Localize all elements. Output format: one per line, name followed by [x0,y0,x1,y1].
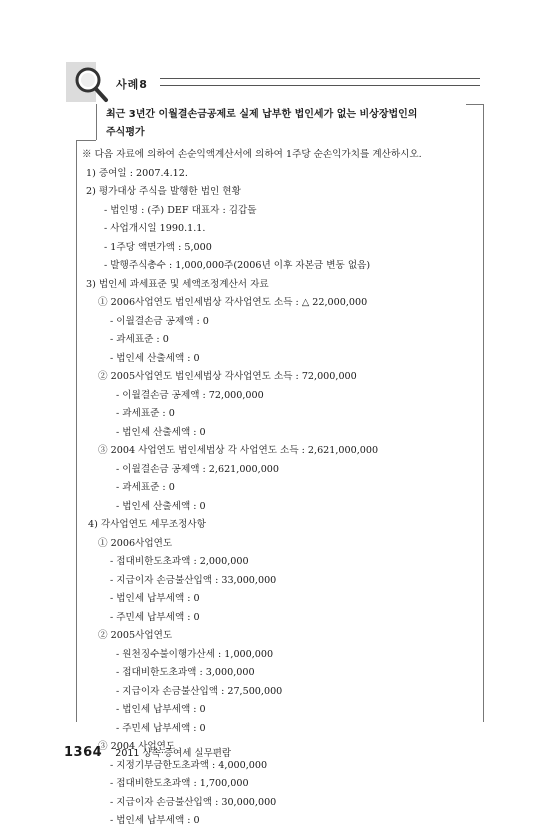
content-line: - 지급이자 손금불산입액 : 33,000,000 [110,574,277,586]
content-line: - 법인세 산출세액 : 0 [116,426,206,438]
header-rule [160,78,480,86]
content-line: ② 2005사업연도 법인세법상 각사업연도 소득 : 72,000,000 [98,371,357,382]
frame-line [466,104,484,105]
content-line: - 지급이자 손금불산입액 : 30,000,000 [110,796,277,808]
content-line: - 과세표준 : 0 [116,408,175,419]
content-line: - 주민세 납부세액 : 0 [110,611,200,623]
content-line: ① 2006사업연도 법인세법상 각사업연도 소득 : △ 22,000,000 [98,297,368,308]
frame-line [76,140,77,722]
content-line: - 사업개시일 1990.1.1. [104,223,206,234]
content-line: 4) 각사업연도 세무조정사항 [88,519,206,530]
content-line: - 법인명 : (주) DEF 대표자 : 김갑돌 [104,204,257,216]
frame-line [483,104,484,722]
content-line: 2) 평가대상 주식을 발행한 법인 현황 [86,186,241,197]
case-title [106,106,476,142]
case-title-line: 주식평가 [106,127,145,138]
content-line: - 접대비한도초과액 : 1,700,000 [110,778,249,789]
page-footer [64,741,232,760]
magnifier-icon [66,62,112,106]
content-line: ③ 2004 사업연도 [98,741,176,752]
content-line: - 원천징수불이행가산세 : 1,000,000 [116,648,274,660]
content-line: - 주민세 납부세액 : 0 [116,722,206,734]
content-line: - 접대비한도초과액 : 3,000,000 [116,667,255,678]
content-line: - 접대비한도초과액 : 2,000,000 [110,556,249,567]
frame-line [96,104,97,140]
case-title-line: 최근 3년간 이월결손금공제로 실제 납부한 법인세가 없는 비상장법인의 [106,109,418,120]
content-line: - 법인세 납부세액 : 0 [110,593,200,604]
content-line: - 법인세 산출세액 : 0 [116,500,206,512]
case-content [82,146,480,831]
content-line: - 이월결손금 공제액 : 72,000,000 [116,389,264,401]
content-line: - 이월결손금 공제액 : 0 [110,315,209,327]
page-number: 1364 [64,745,103,760]
content-line: - 1주당 액면가액 : 5,000 [104,241,212,253]
content-line: - 법인세 납부세액 : 0 [110,815,200,826]
case-header [66,62,486,102]
content-line: ※ 다음 자료에 의하여 손순익액계산서에 의하여 1주당 순손익가치를 계산하시오. [82,149,422,160]
content-line: - 지정기부금한도초과액 : 4,000,000 [110,759,268,771]
content-line: ② 2005사업연도 [98,630,173,641]
content-line: ① 2006사업연도 [98,537,173,549]
content-line: 3) 법인세 과세표준 및 세액조정계산서 자료 [86,278,269,290]
content-line: - 이월결손금 공제액 : 2,621,000,000 [116,463,279,475]
content-line: - 법인세 납부세액 : 0 [116,704,206,715]
frame-line [76,140,96,141]
content-line: - 과세표준 : 0 [116,482,175,493]
content-line: ③ 2004 사업연도 법인세법상 각 사업연도 소득 : 2,621,000,000 [98,445,379,456]
content-line: - 지급이자 손금불산입액 : 27,500,000 [116,685,283,697]
book-title: 2011 상속·증여세 실무편람 [115,748,232,759]
content-line: - 법인세 산출세액 : 0 [110,352,200,364]
content-line: 1) 증여일 : 2007.4.12. [86,167,188,179]
case-label: 사례8 [116,78,148,91]
content-line: - 과세표준 : 0 [110,334,169,345]
content-line: - 발행주식총수 : 1,000,000주(2006년 이후 자본금 변동 없음) [104,260,371,271]
